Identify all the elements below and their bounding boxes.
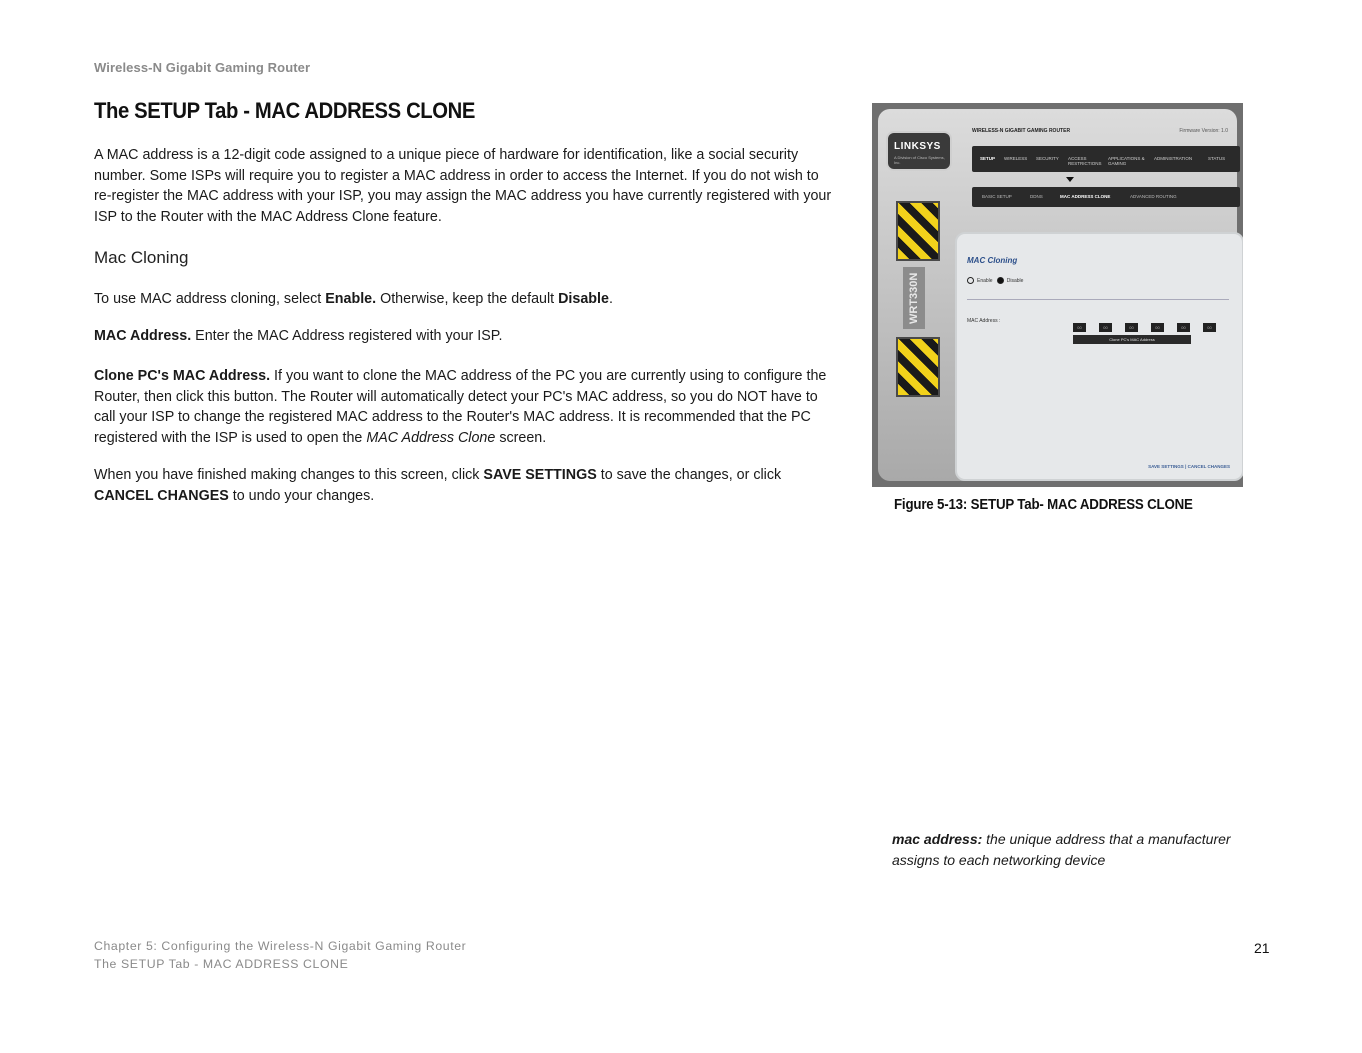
finish-post: to undo your changes. (228, 487, 375, 504)
finish-paragraph (94, 465, 836, 506)
mac-octet-field[interactable]: 00 (1151, 323, 1164, 332)
mac-address-paragraph (94, 326, 836, 347)
mac-cloning-post: . (608, 291, 613, 307)
clone-mac-button[interactable]: Clone PC's MAC Address (1073, 335, 1191, 344)
glossary-term: mac address: (892, 831, 983, 847)
router-title: WIRELESS-N GIGABIT GAMING ROUTER (972, 128, 1071, 134)
page-title: The SETUP Tab - MAC ADDRESS CLONE (94, 98, 476, 123)
panel-divider (967, 299, 1229, 300)
subtab-ddns[interactable]: DDNS (1030, 194, 1043, 199)
mac-octet-field[interactable]: 00 (1125, 323, 1138, 332)
router-ui-shell (878, 109, 1237, 481)
mac-octet-field[interactable]: 00 (1099, 323, 1112, 332)
clone-pc-term: Clone PC's MAC Address. (94, 368, 271, 384)
mac-address-fields (1073, 316, 1229, 334)
figure-caption: Figure 5-13: SETUP Tab- MAC ADDRESS CLONE (894, 497, 1193, 513)
tab-wireless[interactable]: WIRELESS (1004, 156, 1028, 161)
save-cancel-buttons[interactable]: SAVE SETTINGS | CANCEL CHANGES (1148, 464, 1230, 469)
mac-cloning-pre: To use MAC address cloning, select (94, 291, 326, 307)
finish-pre: When you have finished making changes to this screen, click (94, 467, 484, 483)
glossary-note (892, 829, 1232, 870)
router-sub-tabs (972, 187, 1240, 207)
mac-address-term: MAC Address. (94, 328, 192, 344)
footer-section: The SETUP Tab - MAC ADDRESS CLONE (94, 957, 349, 971)
hazard-stripe-bottom (896, 337, 940, 397)
panel-title: MAC Cloning (967, 256, 1018, 265)
tab-access-restrictions[interactable]: ACCESS RESTRICTIONS (1068, 156, 1102, 166)
hazard-stripe-top (896, 201, 940, 261)
tab-administration[interactable]: ADMINISTRATION (1154, 156, 1193, 161)
clone-pc-text: If you want to clone the MAC address of the PC you are currently using to configure the Router, then click this button. The Router will automatically detect your PC's MAC address, so you do NOT have to call your ISP to change the registered MAC address to the Router's MAC address. It is recommended that the PC registered with the ISP is used to open the (94, 368, 827, 446)
logo-text: LINKSYS (894, 141, 941, 152)
mac-address-label: MAC Address : (967, 318, 1001, 324)
tab-applications-gaming[interactable]: APPLICATIONS & GAMING (1108, 156, 1145, 166)
clone-pc-post: screen. (495, 429, 547, 446)
clone-screen-name: MAC Address Clone (366, 429, 496, 446)
glossary-definition: the unique address that a manufacturer assigns to each networking device (892, 831, 1231, 868)
disable-radio-label: Disable (1006, 277, 1024, 284)
router-topbar (972, 124, 1240, 148)
cancel-changes-term: CANCEL CHANGES (94, 487, 229, 504)
footer-chapter: Chapter 5: Configuring the Wireless-N Gigabit Gaming Router (94, 939, 467, 953)
tab-status[interactable]: STATUS (1208, 156, 1226, 161)
enable-term: Enable. (325, 291, 377, 307)
mac-cloning-paragraph (94, 289, 836, 310)
mac-cloning-mid: Otherwise, keep the default (376, 291, 559, 307)
mac-cloning-radio-group (967, 277, 1023, 284)
disable-radio[interactable] (997, 277, 1004, 284)
enable-radio-label: Enable (977, 277, 993, 284)
intro-paragraph: A MAC address is a 12-digit code assigned to a unique piece of hardware for identification, like a social security number. Some ISPs will require you to register a MAC address in order to access the Internet. If you do not wish to re-register the MAC address with your ISP, you may assign the MAC address you have currently registered with your ISP to the Router with the MAC Address Clone feature. (94, 147, 832, 225)
disable-term: Disable (558, 291, 609, 307)
tab-setup[interactable]: SETUP (980, 156, 996, 161)
mac-octet-field[interactable]: 00 (1203, 323, 1216, 332)
enable-radio[interactable] (967, 277, 974, 284)
subtab-mac-address-clone[interactable]: MAC ADDRESS CLONE (1060, 194, 1111, 199)
save-settings-term: SAVE SETTINGS (483, 467, 597, 483)
tab-security[interactable]: SECURITY (1036, 156, 1059, 161)
mac-octet-field[interactable]: 00 (1177, 323, 1190, 332)
router-main-tabs (972, 146, 1240, 172)
linksys-logo (886, 131, 952, 171)
subtab-advanced-routing[interactable]: ADVANCED ROUTING (1130, 194, 1177, 199)
subtab-basic-setup[interactable]: BASIC SETUP (982, 194, 1012, 199)
running-header: Wireless-N Gigabit Gaming Router (94, 60, 311, 75)
router-screenshot-figure (872, 103, 1243, 487)
model-label: WRT330N (903, 267, 925, 329)
active-tab-caret-icon (1066, 177, 1074, 182)
mac-address-text: Enter the MAC Address registered with your ISP. (191, 328, 503, 344)
mac-cloning-panel (955, 232, 1243, 481)
logo-subtext: A Division of Cisco Systems, Inc. (894, 155, 945, 165)
page-number: 21 (1254, 940, 1270, 956)
mac-octet-field[interactable]: 00 (1073, 323, 1086, 332)
firmware-version: Firmware Version: 1.0 (1179, 128, 1228, 134)
section-heading: Mac Cloning (94, 248, 189, 267)
clone-pc-paragraph (94, 366, 836, 448)
finish-mid: to save the changes, or click (596, 467, 782, 483)
